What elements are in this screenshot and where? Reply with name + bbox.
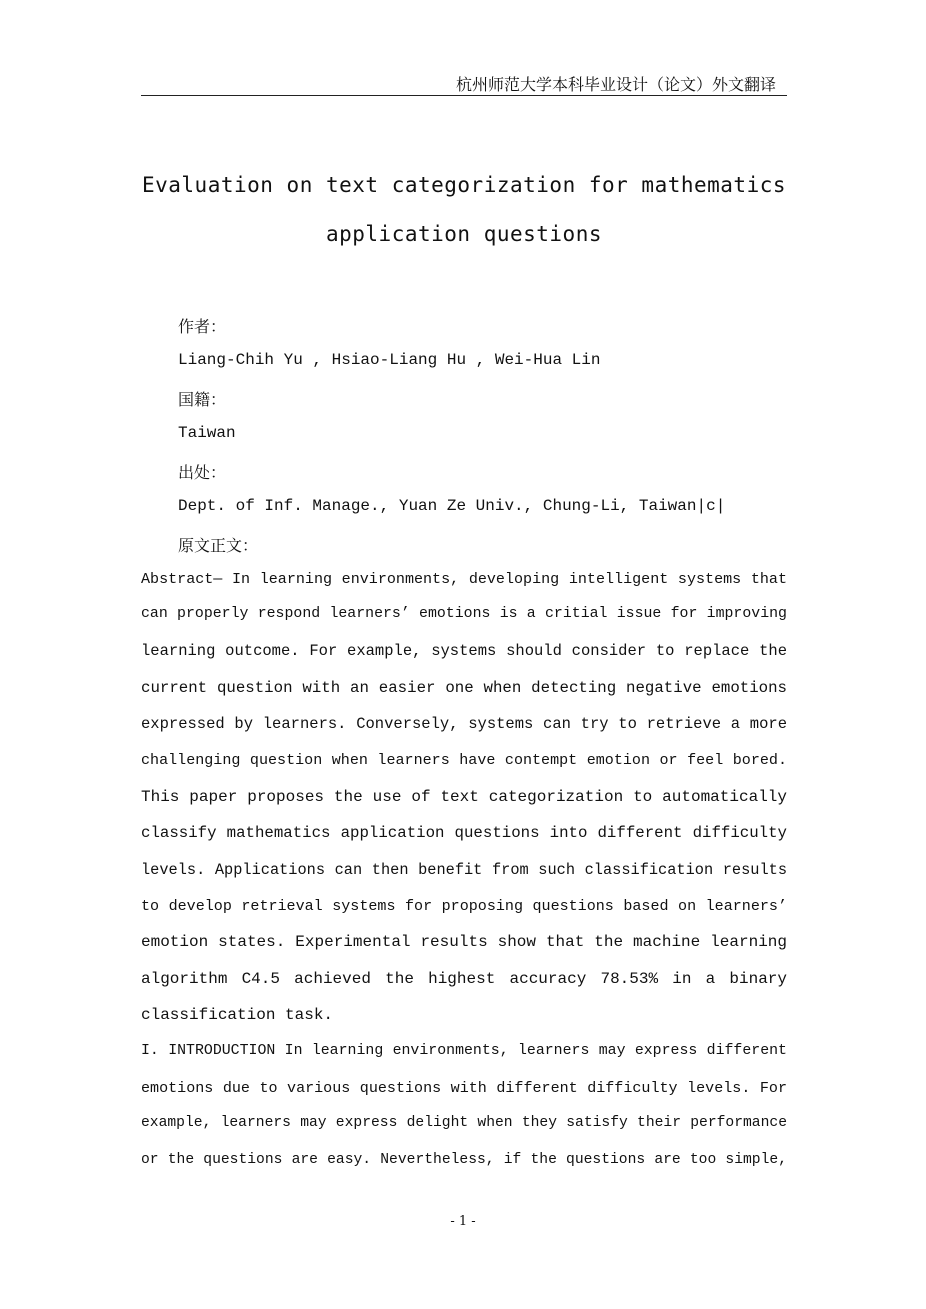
nationality: Taiwan xyxy=(178,424,236,442)
body-line: algorithm C4.5 achieved the highest accuracy 78.53% in a binary xyxy=(141,970,787,988)
source: Dept. of Inf. Manage., Yuan Ze Univ., Chung-Li, Taiwan|c| xyxy=(178,497,726,515)
body-line: levels. Applications can then benefit from such classification results xyxy=(141,861,787,879)
body-line: example, learners may express delight when they satisfy their performance xyxy=(141,1115,787,1131)
body-line: learning outcome. For example, systems should consider to replace the xyxy=(141,642,787,660)
body-line: Abstract— In learning environments, developing intelligent systems that xyxy=(141,570,787,588)
body-line: This paper proposes the use of text categorization to automatically xyxy=(141,788,787,806)
original-text-label: 原文正文： xyxy=(178,536,259,555)
page-number: - 1 - xyxy=(450,1214,476,1229)
body-line: classify mathematics application questions into different difficulty xyxy=(141,824,787,842)
paper-title-line-2: application questions xyxy=(325,222,602,246)
body-line: classification task. xyxy=(141,1006,334,1024)
body-line: emotion states. Experimental results show that the machine learning xyxy=(141,933,787,951)
nationality-label: 国籍： xyxy=(178,390,227,409)
body-line: can properly respond learners’ emotions is a critial issue for improving xyxy=(141,606,787,622)
body-line: expressed by learners. Conversely, systems can try to retrieve a more xyxy=(141,715,787,733)
body-line: current question with an easier one when detecting negative emotions xyxy=(141,679,787,697)
authors: Liang-Chih Yu , Hsiao-Liang Hu , Wei-Hua Lin xyxy=(178,351,601,369)
body-line: or the questions are easy. Nevertheless, if the questions are too simple, xyxy=(141,1152,787,1168)
source-label: 出处： xyxy=(178,463,227,482)
body-line: I. INTRODUCTION In learning environments, learners may express different xyxy=(141,1043,787,1059)
running-header: 杭州师范大学本科毕业设计（论文）外文翻译 xyxy=(455,75,776,94)
body-line: to develop retrieval systems for proposing questions based on learners’ xyxy=(141,897,787,915)
body-line: emotions due to various questions with different difficulty levels. For xyxy=(141,1079,787,1097)
author-label: 作者： xyxy=(178,317,227,336)
body-line: challenging question when learners have contempt emotion or feel bored. xyxy=(141,751,787,769)
paper-title-line-1: Evaluation on text categorization for mathematics xyxy=(141,173,786,197)
header-rule xyxy=(141,95,787,96)
